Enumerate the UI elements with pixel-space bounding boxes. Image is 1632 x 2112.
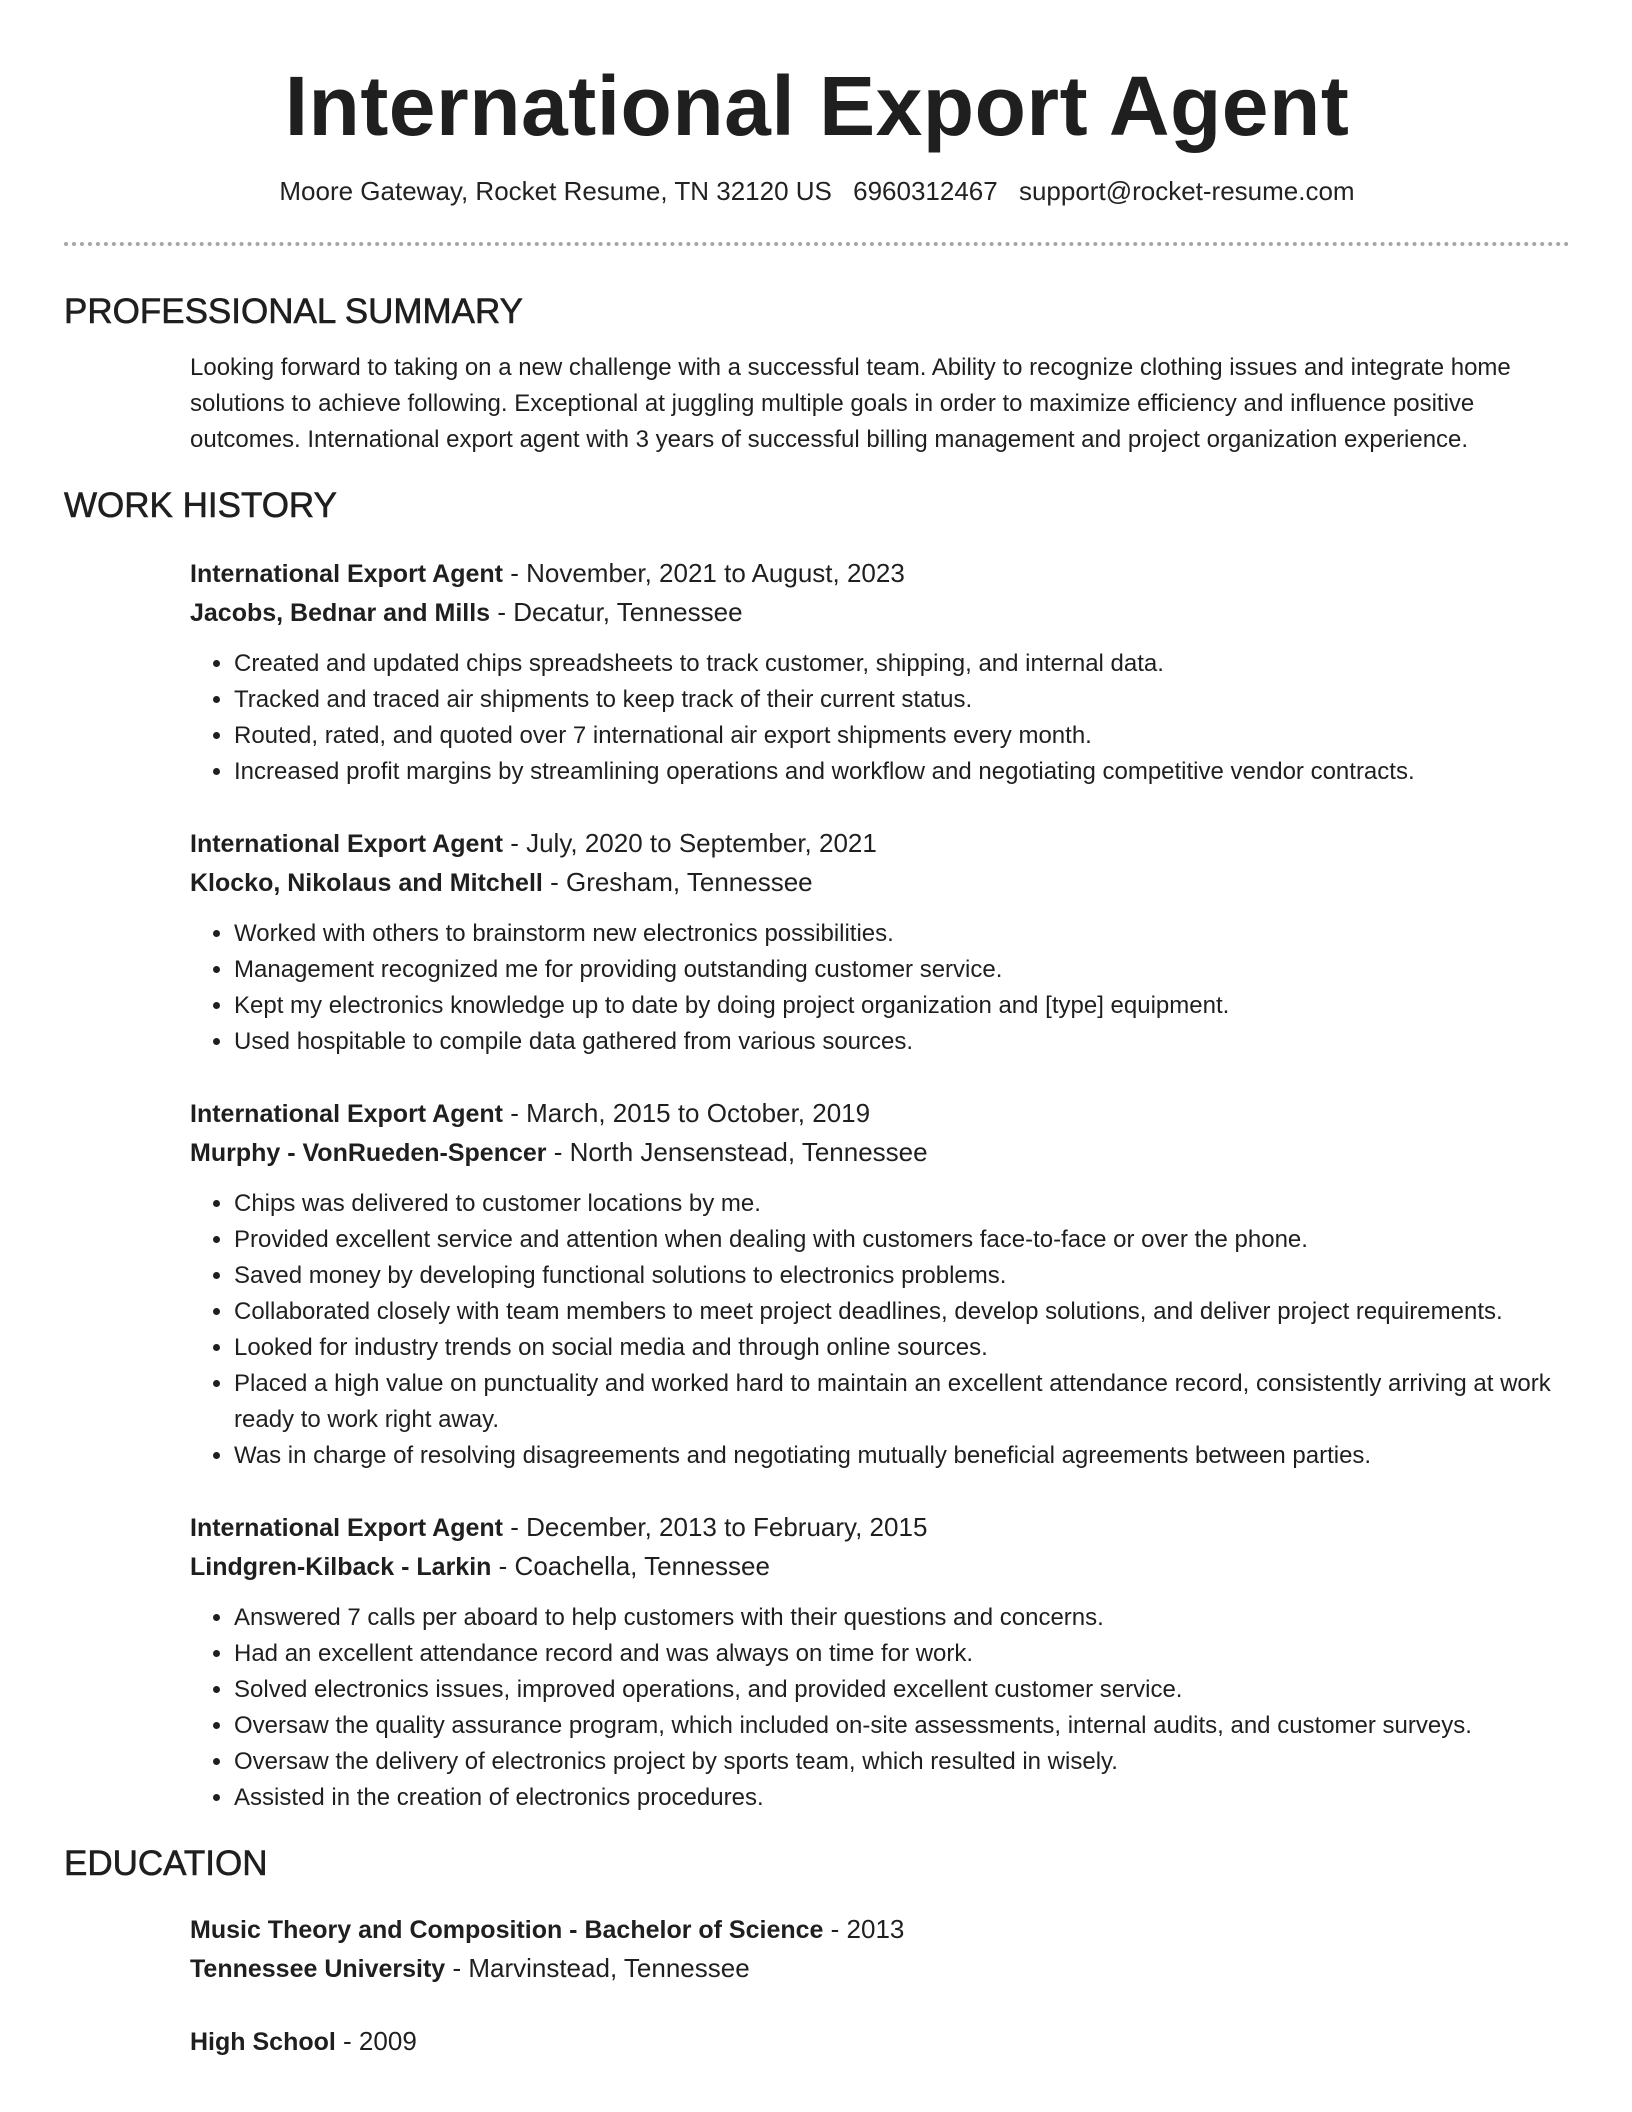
list-item: • Created and updated chips spreadsheets to track customer, shipping, and internal data. xyxy=(234,646,1570,682)
job-company-line xyxy=(190,1133,1570,1172)
contact-line xyxy=(64,174,1570,208)
job-title: International Export Agent xyxy=(190,1514,503,1542)
job-company: Jacobs, Bednar and Mills xyxy=(190,599,491,627)
list-item: • Looked for industry trends on social media and through online sources. xyxy=(234,1330,1570,1366)
job-entry xyxy=(190,554,1570,790)
job-company-line xyxy=(190,593,1570,632)
job-company: Murphy - VonRueden-Spencer xyxy=(190,1139,547,1167)
job-duties-list xyxy=(190,1186,1570,1474)
list-item: • Management recognized me for providing outstanding customer service. xyxy=(234,952,1570,988)
education-degree-line xyxy=(190,1910,1570,1949)
job-location: - North Jensenstead, Tennessee xyxy=(546,1137,928,1167)
section-heading-education: EDUCATION xyxy=(64,1844,268,1883)
job-entry xyxy=(190,1508,1570,1816)
contact-email: support@rocket-resume.com xyxy=(1018,176,1355,206)
list-item: • Kept my electronics knowledge up to date by doing project organization and [type] equipment. xyxy=(234,988,1570,1024)
job-dates: - March, 2015 to October, 2019 xyxy=(502,1098,871,1128)
list-item: • Routed, rated, and quoted over 7 international air export shipments every month. xyxy=(234,718,1570,754)
list-item: • Collaborated closely with team members to meet project deadlines, develop solutions, and deliver project requirements. xyxy=(234,1294,1570,1330)
list-item: • Assisted in the creation of electronics procedures. xyxy=(234,1780,1570,1816)
list-item: • Worked with others to brainstorm new electronics possibilities. xyxy=(234,916,1570,952)
list-item: • Answered 7 calls per aboard to help customers with their questions and concerns. xyxy=(234,1600,1570,1636)
job-company-line xyxy=(190,863,1570,902)
list-item: • Increased profit margins by streamlining operations and workflow and negotiating competitive vendor contracts. xyxy=(234,754,1570,790)
education-entry xyxy=(190,1910,1570,1988)
job-dates: - July, 2020 to September, 2021 xyxy=(502,828,877,858)
job-location: - Decatur, Tennessee xyxy=(490,597,743,627)
education-entry xyxy=(190,2022,1570,2061)
list-item: • Chips was delivered to customer locations by me. xyxy=(234,1186,1570,1222)
job-entry xyxy=(190,824,1570,1060)
list-item: • Saved money by developing functional solutions to electronics problems. xyxy=(234,1258,1570,1294)
job-title: International Export Agent xyxy=(190,560,503,588)
list-item: • Provided excellent service and attention when dealing with customers face-to-face or over the phone. xyxy=(234,1222,1570,1258)
section-heading-work-history: WORK HISTORY xyxy=(64,486,337,525)
contact-phone: 6960312467 xyxy=(853,176,998,206)
job-title: International Export Agent xyxy=(190,1100,503,1128)
list-item: • Oversaw the quality assurance program, which included on-site assessments, internal audits, and customer surveys. xyxy=(234,1708,1570,1744)
candidate-name: International Export Agent xyxy=(284,59,1350,153)
section-heading-summary: PROFESSIONAL SUMMARY xyxy=(64,292,523,331)
education-degree: High School xyxy=(190,2028,336,2056)
education-location: - Marvinstead, Tennessee xyxy=(445,1953,750,1983)
education-degree: Music Theory and Composition - Bachelor of Science xyxy=(190,1916,824,1944)
job-dates: - December, 2013 to February, 2015 xyxy=(502,1512,928,1542)
education-school-line xyxy=(190,1949,1570,1988)
header-divider xyxy=(64,242,1570,246)
list-item: • Solved electronics issues, improved operations, and provided excellent customer service. xyxy=(234,1672,1570,1708)
list-item: • Had an excellent attendance record and was always on time for work. xyxy=(234,1636,1570,1672)
education-year: - 2009 xyxy=(335,2026,417,2056)
list-item: • Tracked and traced air shipments to keep track of their current status. xyxy=(234,682,1570,718)
list-item: • Placed a high value on punctuality and worked hard to maintain an excellent attendance record, consistently arriving at work ready to work right away. xyxy=(234,1366,1570,1438)
education-degree-line xyxy=(190,2022,1570,2061)
job-title: International Export Agent xyxy=(190,830,503,858)
job-title-line xyxy=(190,554,1570,593)
job-company-line xyxy=(190,1547,1570,1586)
job-company: Lindgren-Kilback - Larkin xyxy=(190,1553,492,1581)
job-title-line xyxy=(190,824,1570,863)
education-school: Tennessee University xyxy=(190,1955,446,1983)
list-item: • Oversaw the delivery of electronics project by sports team, which resulted in wisely. xyxy=(234,1744,1570,1780)
list-item: • Was in charge of resolving disagreements and negotiating mutually beneficial agreements between parties. xyxy=(234,1438,1570,1474)
contact-address: Moore Gateway, Rocket Resume, TN 32120 US xyxy=(279,176,832,206)
job-title-line xyxy=(190,1094,1570,1133)
job-location: - Coachella, Tennessee xyxy=(491,1551,770,1581)
job-title-line xyxy=(190,1508,1570,1547)
education-year: - 2013 xyxy=(823,1914,905,1944)
list-item: • Used hospitable to compile data gathered from various sources. xyxy=(234,1024,1570,1060)
job-entry xyxy=(190,1094,1570,1474)
job-location: - Gresham, Tennessee xyxy=(542,867,813,897)
job-dates: - November, 2021 to August, 2023 xyxy=(502,558,905,588)
summary-text: Looking forward to taking on a new challenge with a successful team. Ability to recognize clothing issues and integrate home solutions to achieve following. Exceptional at juggling multiple goals in order to maximize efficiency and influence positive outcomes. International export agent with 3 years of successful billing management and project organization experience. xyxy=(190,354,1511,453)
job-duties-list xyxy=(190,646,1570,790)
job-company: Klocko, Nikolaus and Mitchell xyxy=(190,869,543,897)
job-duties-list xyxy=(190,1600,1570,1816)
job-duties-list xyxy=(190,916,1570,1060)
